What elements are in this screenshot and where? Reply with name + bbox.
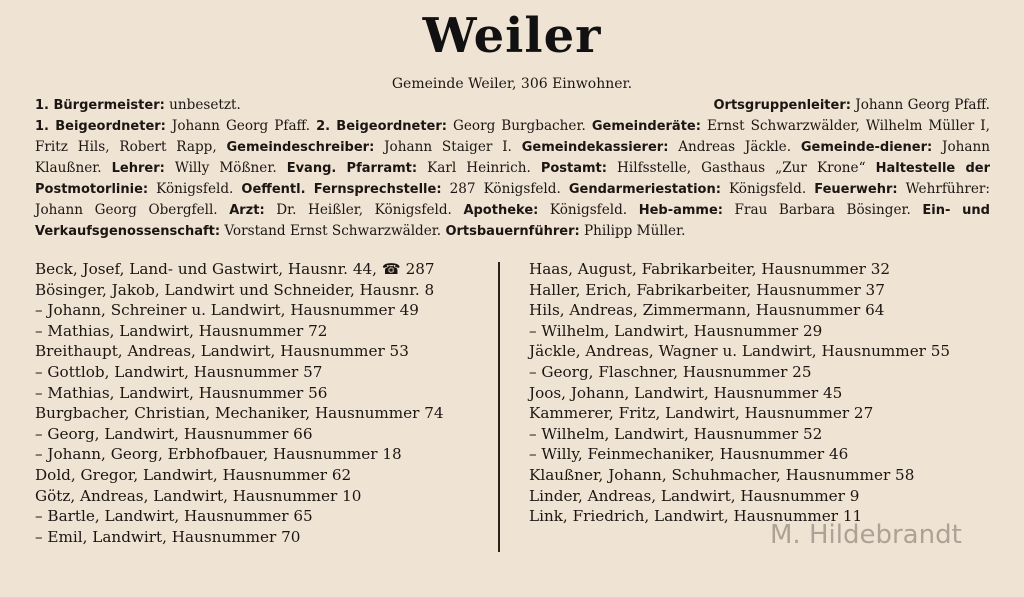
resident-entry: Burgbacher, Christian, Mechaniker, Hausnummer 74: [35, 404, 444, 423]
resident-entry: Kammerer, Fritz, Landwirt, Hausnummer 27: [529, 404, 874, 423]
officials-first-line: [35, 95, 990, 116]
official-value: Johann Staiger I.: [374, 139, 522, 155]
official-label: Apotheke:: [463, 203, 539, 218]
resident-entry: – Wilhelm, Landwirt, Hausnummer 29: [529, 321, 823, 340]
official-value: Königsfeld.: [538, 202, 639, 218]
official-value: Königsfeld.: [720, 181, 815, 197]
resident-entry: – Willy, Feinmechaniker, Hausnummer 46: [529, 445, 849, 464]
official-value: Willy Mößner.: [164, 160, 287, 176]
official-label: Oeffentl. Fernsprechstelle:: [241, 182, 442, 197]
official-value: Georg Burgbacher.: [446, 118, 592, 134]
resident-entry: – Mathias, Landwirt, Hausnummer 56: [35, 383, 328, 402]
official-value: Dr. Heißler, Königsfeld.: [264, 202, 464, 218]
official-label: Arzt:: [229, 203, 265, 218]
resident-entry: – Wilhelm, Landwirt, Hausnummer 52: [529, 424, 823, 443]
resident-entry: – Johann, Schreiner u. Landwirt, Hausnummer 49: [35, 301, 419, 320]
resident-entry: Haas, August, Fabrikarbeiter, Hausnummer 32: [529, 260, 891, 278]
official-label: Gemeindekassierer:: [521, 140, 669, 155]
official-label: Ortsbauernführer:: [445, 224, 580, 239]
resident-entry: Link, Friedrich, Landwirt, Hausnummer 11: [529, 507, 863, 526]
official-label: 2. Beigeordneter:: [316, 119, 447, 134]
official-value: Hilfsstelle, Gasthaus „Zur Krone“: [606, 160, 876, 176]
official-label: Heb-amme:: [638, 203, 723, 218]
official-value: Johann Georg Pfaff.: [165, 118, 317, 134]
official-value: Frau Barbara Bösinger.: [722, 202, 923, 218]
resident-entry: Jäckle, Andreas, Wagner u. Landwirt, Hausnummer 55: [529, 342, 951, 361]
resident-entry: Götz, Andreas, Landwirt, Hausnummer 10: [35, 486, 362, 505]
official-label: Gemeindeschreiber:: [226, 140, 375, 155]
resident-entry: – Emil, Landwirt, Hausnummer 70: [35, 527, 301, 546]
resident-entry: – Gottlob, Landwirt, Hausnummer 57: [35, 362, 323, 381]
buergermeister-value: unbesetzt.: [169, 97, 241, 113]
resident-entry: – Bartle, Landwirt, Hausnummer 65: [35, 507, 313, 526]
watermark-text: M. Hildebrandt: [770, 520, 962, 550]
official-label: Gemeinde-diener:: [800, 140, 933, 155]
ortsgruppenleiter-value: Johann Georg Pfaff.: [855, 97, 990, 113]
official-label: Evang. Pfarramt:: [286, 161, 418, 176]
ortsgruppenleiter-label: Ortsgruppenleiter:: [713, 98, 851, 113]
resident-entry: Klaußner, Johann, Schuhmacher, Hausnummer 58: [529, 465, 915, 484]
officials-block: [35, 95, 990, 242]
resident-entry: Joos, Johann, Landwirt, Hausnummer 45: [529, 383, 843, 402]
resident-entry: – Johann, Georg, Erbhofbauer, Hausnummer 18: [35, 445, 402, 464]
official-label: Ein- und Verkaufsgenossenschaft:: [35, 203, 990, 239]
resident-entry: Breithaupt, Andreas, Landwirt, Hausnummer 53: [35, 342, 409, 361]
page-subtitle: Gemeinde Weiler, 306 Einwohner.: [391, 76, 633, 92]
resident-entry: Beck, Josef, Land- und Gastwirt, Hausnr. 44, ☎ 287: [35, 260, 435, 278]
official-value: Ernst Schwarzwälder, Wilhelm Müller I, Fritz Hils, Robert Rapp,: [35, 118, 990, 155]
resident-entry: – Mathias, Landwirt, Hausnummer 72: [35, 321, 328, 340]
official-label: Gendarmeriestation:: [568, 182, 721, 197]
official-value: Johann Klaußner.: [35, 139, 990, 176]
official-value: Andreas Jäckle.: [668, 139, 801, 155]
resident-entry: Dold, Gregor, Landwirt, Hausnummer 62: [35, 465, 352, 484]
ortsgruppenleiter-entry: [714, 95, 991, 116]
buergermeister-entry: [35, 95, 241, 116]
resident-entry: Bösinger, Jakob, Landwirt und Schneider, Hausnr. 8: [35, 280, 435, 299]
official-label: Gemeinderäte:: [591, 119, 701, 134]
resident-entry: – Georg, Flaschner, Hausnummer 25: [529, 362, 812, 381]
resident-entry: Hils, Andreas, Zimmermann, Hausnummer 64: [529, 301, 885, 320]
column-divider: [498, 262, 500, 552]
official-value: Philipp Müller.: [579, 223, 686, 239]
residents-column-right: [529, 259, 979, 527]
official-label: Haltestelle der Postmotorlinie:: [35, 161, 991, 197]
official-label: 1. Beigeordneter:: [35, 119, 166, 134]
official-value: Vorstand Ernst Schwarzwälder.: [220, 223, 446, 239]
official-label: Feuerwehr:: [814, 182, 898, 197]
official-value: Wehrführer: Johann Georg Obergfell.: [35, 181, 990, 218]
page-title: Weiler: [422, 8, 602, 64]
official-label: Lehrer:: [111, 161, 165, 176]
resident-entry: – Georg, Landwirt, Hausnummer 66: [35, 424, 313, 443]
official-value: 287 Königsfeld.: [441, 181, 569, 197]
official-value: Königsfeld.: [148, 181, 242, 197]
residents-column-left: [35, 259, 495, 547]
official-label: Postamt:: [540, 161, 607, 176]
resident-entry: Linder, Andreas, Landwirt, Hausnummer 9: [529, 486, 860, 505]
officials-paragraph: [35, 116, 990, 242]
resident-entry: Haller, Erich, Fabrikarbeiter, Hausnummer 37: [529, 280, 885, 299]
buergermeister-label: 1. Bürgermeister:: [35, 98, 165, 113]
official-value: Karl Heinrich.: [417, 160, 541, 176]
